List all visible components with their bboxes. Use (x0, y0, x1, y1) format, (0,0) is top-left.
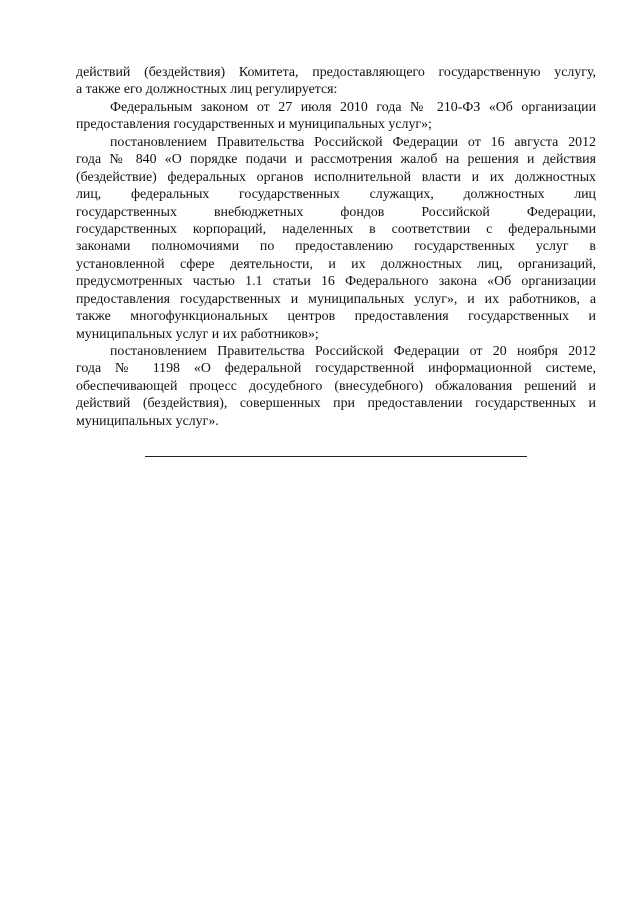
text-line: года № 840 «О порядке подачи и рассмотрения жалоб на решения и действия (76, 152, 596, 168)
paragraph-federal-law (76, 99, 596, 134)
text-line: постановлением Правительства Российской Федерации от 20 ноября 2012 (110, 344, 596, 359)
paragraph-resolution-840 (76, 134, 596, 343)
text-line: муниципальных услуг и их работников»; (76, 326, 319, 342)
text-line: государственных корпораций, наделенных в соответствии с федеральными (76, 221, 596, 237)
text-line: законами полномочиями по предоставлению государственных услуг в (76, 239, 596, 255)
text-line: Федеральным законом от 27 июля 2010 года № 210-ФЗ «Об организации (110, 99, 596, 115)
text-line: действий (бездействия), совершенных при предоставлении государственных и (76, 396, 596, 412)
text-line: обеспечивающей процесс досудебного (внесудебного) обжалования решений и (76, 378, 596, 394)
text-line: установленной сфере деятельности, и их должностных лиц, организаций, (76, 256, 596, 272)
text-line: также многофункциональных центров предоставления государственных и (76, 309, 596, 325)
text-line: а также его должностных лиц регулируется: (76, 82, 338, 98)
text-line: лиц, федеральных государственных служащих, должностных лиц (76, 187, 596, 203)
text-line: муниципальных услуг». (76, 413, 219, 429)
paragraph-intro (76, 64, 596, 99)
text-line: постановлением Правительства Российской Федерации от 16 августа 2012 (110, 134, 596, 150)
text-line: предусмотренных частью 1.1 статьи 16 Федерального закона «Об организации (76, 274, 596, 290)
text-line: (бездействие) федеральных органов исполнительной власти и их должностных (76, 169, 596, 185)
text-line: года № 1198 «О федеральной государственной информационной системе, (76, 361, 596, 377)
text-line: государственных внебюджетных фондов Российской Федерации, (76, 204, 596, 220)
text-line: предоставления государственных и муниципальных услуг», и их работников, а (76, 291, 596, 307)
text-line: действий (бездействия) Комитета, предоставляющего государственную услугу, (76, 65, 596, 80)
paragraph-resolution-1198 (76, 343, 596, 430)
closing-divider (145, 456, 527, 457)
document-body (76, 64, 596, 430)
text-line: предоставления государственных и муниципальных услуг»; (76, 117, 432, 133)
